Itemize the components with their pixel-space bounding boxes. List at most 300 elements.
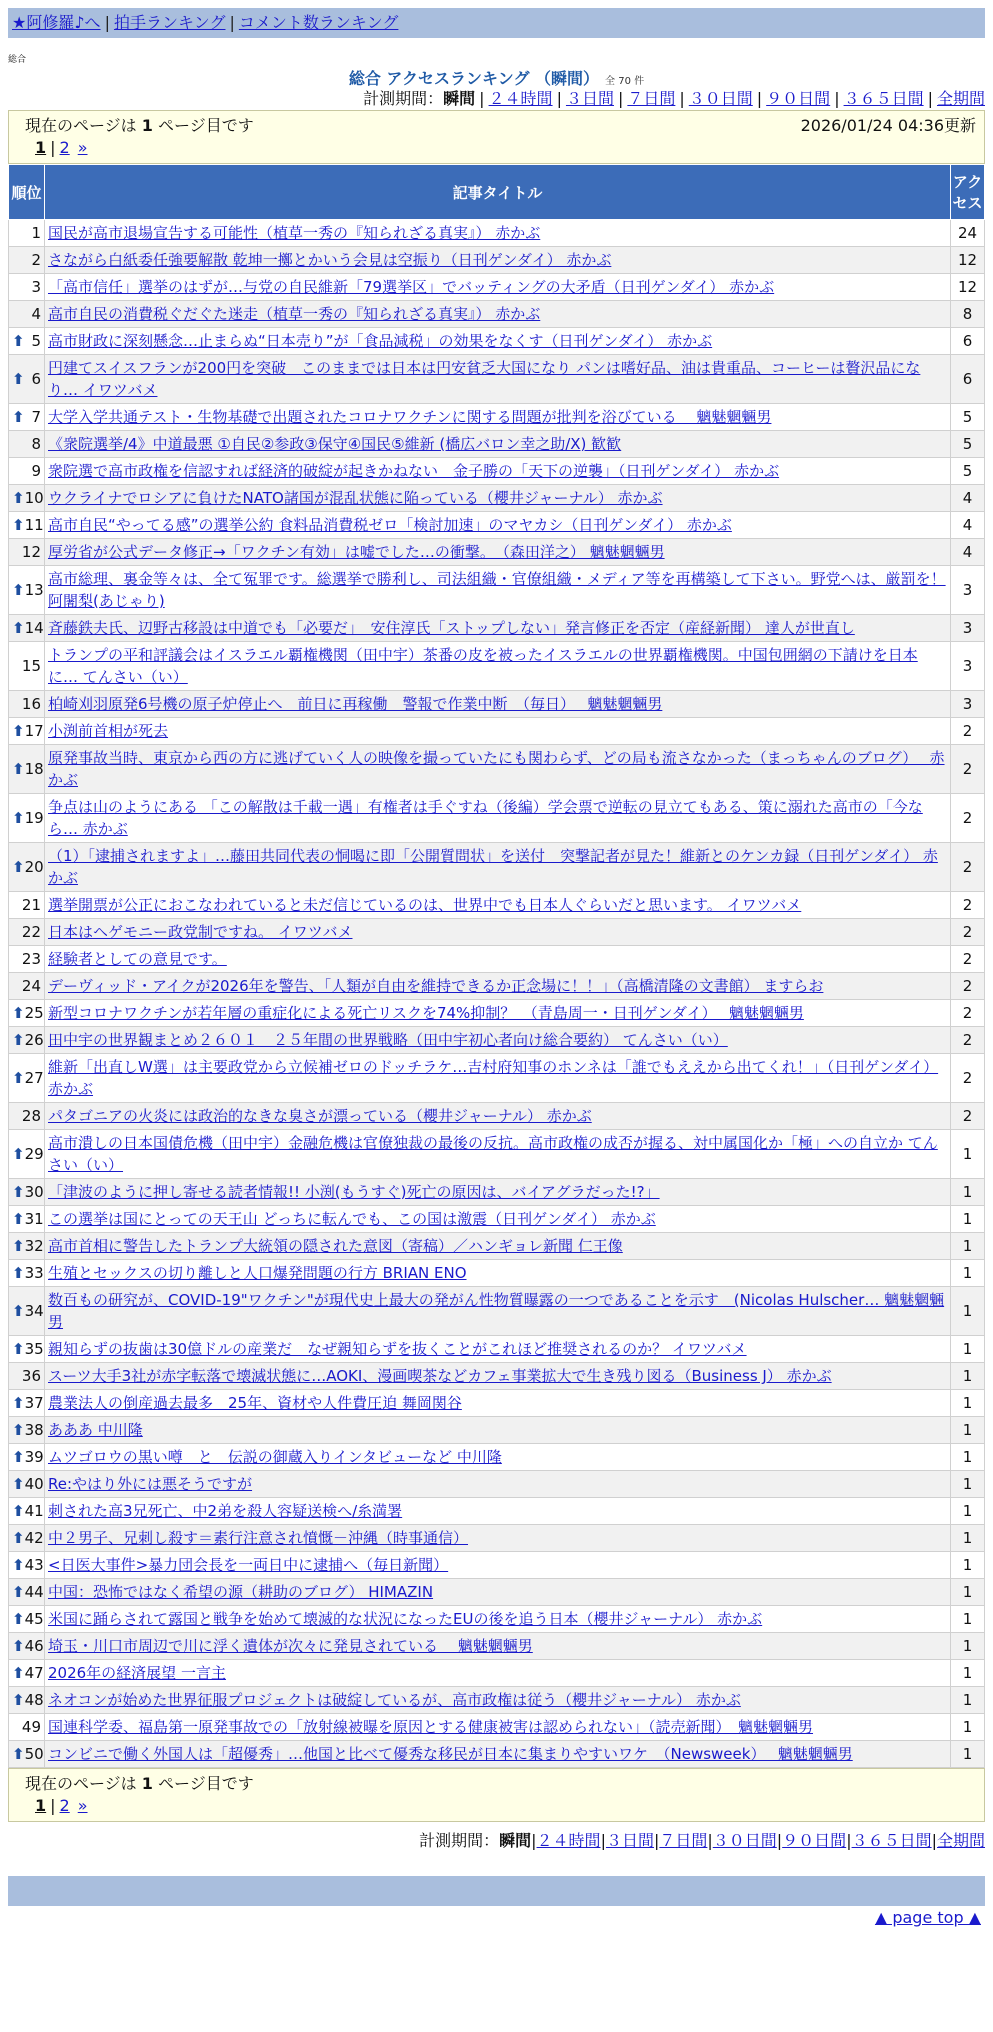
access-count: 3 [951,566,985,615]
table-row [9,1336,985,1363]
home-link[interactable]: ★阿修羅♪へ [12,13,101,32]
rank-number: 9 [31,462,41,480]
rank-up-arrow-icon: ⬆ [12,370,25,388]
title-cell [45,892,951,919]
article-link[interactable]: 高市総理、裏金等々は、全て冤罪です。総選挙で勝利し、司法組織・官僚組織・メディア等を再構築して下さい。野党へは、厳罰を！ 阿闍梨(あじゃり) [48,570,946,610]
title-cell [45,1444,951,1471]
rank-cell [9,919,45,946]
title-cell [45,1336,951,1363]
rank-number: 38 [24,1421,44,1439]
period-link-4[interactable]: ９０日間 [766,89,831,108]
article-link[interactable]: <日医大事件>暴力団会長を一両日中に逮捕へ（毎日新聞） [48,1556,449,1574]
page-1-current: 1 [35,138,47,157]
rank-up-arrow-icon: ⬆ [12,1745,25,1763]
access-count: 1 [951,1525,985,1552]
article-link[interactable]: 斉藤鉄夫氏、辺野古移設は中道でも「必要だ」 安住淳氏「ストップしない」発言修正を否定（産経新聞） 達人が世直し [48,619,855,637]
access-count: 12 [951,247,985,274]
rank-cell [9,458,45,485]
table-row [9,328,985,355]
access-count: 2 [951,718,985,745]
period-current: 瞬間 [443,89,476,108]
access-count: 3 [951,642,985,691]
rank-number: 24 [21,977,41,995]
title-cell [45,1660,951,1687]
article-link[interactable]: ネオコンが始めた世界征服プロジェクトは破綻しているが、高市政権は従う（櫻井ジャーナル） 赤かぶ [48,1691,741,1709]
table-row [9,1130,985,1179]
title-cell [45,355,951,404]
article-link[interactable]: 「津波のように押し寄せる読者情報!! 小渕(もうすぐ)死亡の原因は、バイアグラだった!?」 [48,1183,660,1201]
rank-cell [9,1687,45,1714]
page-info-box-top [8,110,985,164]
table-row [9,1000,985,1027]
access-count: 1 [951,1233,985,1260]
rank-cell [9,642,45,691]
table-row [9,745,985,794]
table-row [9,946,985,973]
title-cell [45,1130,951,1179]
table-row [9,539,985,566]
table-row [9,566,985,615]
table-row [9,1287,985,1336]
access-count: 2 [951,1054,985,1103]
article-link[interactable]: 維新「出直しW選」は主要政党から立候補ゼロのドッチラケ…吉村府知事のホンネは「誰でもええから出てくれ！」（日刊ゲンダイ） 赤かぶ [48,1058,939,1098]
category-label: 総合 [8,55,27,65]
next-page-link[interactable]: » [77,1796,88,1815]
rank-up-arrow-icon: ⬆ [12,1421,25,1439]
rank-number: 34 [24,1302,44,1320]
table-row [9,1525,985,1552]
article-link[interactable]: 厚労省が公式データ修正→「ワクチン有効」は嘘でした…の衝撃。 （森田洋之） 魑魅魍魎男 [48,543,665,561]
article-link[interactable]: 争点は山のようにある 「この解散は千載一遇」有権者は手ぐすね（後編）学会票で逆転の見立てもある、策に溺れた高市の「今なら… 赤かぶ [48,798,923,838]
period-link-2[interactable]: ７日間 [627,89,676,108]
period-link-5[interactable]: ３６５日間 [843,89,924,108]
title-cell [45,1525,951,1552]
table-row [9,1206,985,1233]
title-cell [45,1579,951,1606]
period-selector-top [0,88,985,110]
table-row [9,1579,985,1606]
period-separator: | [776,1831,783,1850]
table-row [9,274,985,301]
title-cell [45,220,951,247]
page-title-text: 総合 アクセスランキング （瞬間） [348,69,600,88]
pagination-bottom: 1 | 2 » [35,1796,88,1815]
article-link[interactable]: 日本はヘゲモニー政党制ですね。 イワツバメ [48,923,353,941]
title-cell [45,539,951,566]
rank-number: 37 [24,1394,44,1412]
table-row [9,1103,985,1130]
period-link-4[interactable]: ９０日間 [782,1831,847,1850]
rank-number: 16 [21,695,41,713]
page-info-box-bottom [8,1768,985,1822]
access-count: 12 [951,274,985,301]
title-cell [45,301,951,328]
article-link[interactable]: 米国に踊らされて露国と戦争を始めて壊滅的な状況になったEUの後を追う日本（櫻井ジャーナル） 赤かぶ [48,1610,763,1628]
article-link[interactable]: さながら白紙委任強要解散 乾坤一擲とかいう会見は空振り（日刊ゲンダイ） 赤かぶ [48,251,612,269]
rank-number: 48 [24,1691,44,1709]
article-link[interactable]: 大学入学共通テスト・生物基礎で出題されたコロナワクチンに関する問題が批判を浴びている 魑魅魍魎男 [48,408,772,426]
rank-number: 47 [24,1664,44,1682]
title-cell [45,1000,951,1027]
title-cell [45,1552,951,1579]
table-row [9,615,985,642]
rank-up-arrow-icon: ⬆ [12,1637,25,1655]
rank-up-arrow-icon: ⬆ [12,1340,25,1358]
rank-number: 32 [24,1237,44,1255]
period-link-6[interactable]: 全期間 [936,89,985,108]
article-link[interactable]: 2026年の経済展望 一言主 [48,1664,226,1682]
table-row [9,794,985,843]
rank-number: 2 [31,251,41,269]
title-cell [45,843,951,892]
rank-number: 7 [31,408,41,426]
access-count: 1 [951,1579,985,1606]
title-cell [45,1179,951,1206]
access-count: 5 [951,404,985,431]
access-count: 3 [951,691,985,718]
title-cell [45,512,951,539]
access-count: 2 [951,1027,985,1054]
article-link[interactable]: 新型コロナワクチンが若年層の重症化による死亡リスクを74%抑制？ （青島周一・日刊ゲンダイ） 魑魅魍魎男 [48,1004,804,1022]
article-link[interactable]: 数百もの研究が、COVID-19"ワクチン"が現代史上最大の発がん性物質曝露の一つであることを示す (Nicolas Hulscher… 魑魅魍魎男 [48,1291,945,1331]
period-link-2[interactable]: ７日間 [659,1831,708,1850]
rank-cell [9,615,45,642]
rank-number: 28 [21,1107,41,1125]
rank-up-arrow-icon: ⬆ [12,1583,25,1601]
rank-cell [9,1552,45,1579]
access-count: 1 [951,1471,985,1498]
rank-cell [9,1606,45,1633]
article-link[interactable]: 衆院選で高市政権を信認すれば経済的破綻が起きかねない 金子勝の「天下の逆襲」（日刊ゲンダイ） 赤かぶ [48,462,780,480]
period-separator: | [556,89,562,108]
rank-cell [9,892,45,919]
table-row [9,973,985,1000]
article-link[interactable]: 高市財政に深刻懸念…止まらぬ“日本売り”が「食品減税」の効果をなくす（日刊ゲンダイ） 赤かぶ [48,332,713,350]
article-link[interactable]: ムツゴロウの黒い噂 と 伝説の御蔵入りインタビューなど 中川隆 [48,1448,502,1466]
rank-cell [9,1336,45,1363]
title-cell [45,973,951,1000]
article-link[interactable]: 原発事故当時、東京から西の方に逃げていく人の映像を撮っていたにも関わらず、どの局も流さなかった（まっちゃんのブログ） 赤かぶ [48,749,945,789]
article-link[interactable]: 高市自民の消費税ぐだぐた迷走（植草一秀の『知られざる真実』） 赤かぶ [48,305,541,323]
rank-number: 13 [24,581,44,599]
article-link[interactable]: 中２男子、兄刺し殺す＝素行注意され憤慨－沖縄（時事通信） [48,1529,469,1547]
rank-cell [9,1179,45,1206]
access-count: 1 [951,1552,985,1579]
rank-cell [9,973,45,1000]
table-row [9,1633,985,1660]
nav-separator: | [229,13,235,32]
rank-cell [9,946,45,973]
access-count: 8 [951,301,985,328]
access-count: 3 [951,615,985,642]
rank-number: 25 [24,1004,44,1022]
access-count: 1 [951,1336,985,1363]
access-count: 1 [951,1498,985,1525]
table-row [9,485,985,512]
access-count: 1 [951,1606,985,1633]
article-link[interactable]: 刺された高3兄死亡、中2弟を殺人容疑送検へ/糸満署 [48,1502,403,1520]
rank-cell [9,1287,45,1336]
rank-cell [9,512,45,539]
rank-number: 20 [24,858,44,876]
access-count: 1 [951,1363,985,1390]
title-cell [45,1498,951,1525]
rank-cell [9,404,45,431]
table-row [9,843,985,892]
rank-up-arrow-icon: ⬆ [12,858,25,876]
rank-number: 18 [24,760,44,778]
period-link-5[interactable]: ３６５日間 [851,1831,932,1850]
table-row [9,1687,985,1714]
title-cell [45,1417,951,1444]
rank-number: 33 [24,1264,44,1282]
rank-cell [9,1054,45,1103]
article-link[interactable]: 中国：恐怖ではなく希望の源（耕助のブログ） HIMAZIN [48,1583,434,1601]
access-count: 1 [951,1130,985,1179]
rank-number: 30 [24,1183,44,1201]
rank-cell [9,1471,45,1498]
rank-cell [9,355,45,404]
rank-cell [9,1233,45,1260]
rank-number: 41 [24,1502,44,1520]
article-link[interactable]: スーツ大手3社が赤字転落で壊滅状態に…AOKI、漫画喫茶などカフェ事業拡大で生き残り図る（Business J） 赤かぶ [48,1367,832,1385]
article-link[interactable]: 農業法人の倒産過去最多 25年、資材や人件費圧迫 舞岡関谷 [48,1394,462,1412]
period-separator: | [600,1831,606,1850]
period-separator: | [846,1831,852,1850]
article-link[interactable]: 経験者としての意見です。 [48,950,227,968]
rank-number: 17 [24,722,44,740]
article-link[interactable]: （1）「逮捕されますよ」…藤田共同代表の恫喝に即「公開質問状」を送付 突撃記者が見た！維新とのケンカ録（日刊ゲンダイ） 赤かぶ [48,847,938,887]
rank-up-arrow-icon: ⬆ [12,1264,25,1282]
access-count: 2 [951,843,985,892]
table-row [9,1390,985,1417]
rank-cell [9,1103,45,1130]
rank-up-arrow-icon: ⬆ [12,1691,25,1709]
rank-up-arrow-icon: ⬆ [12,1610,25,1628]
access-count: 2 [951,892,985,919]
clap-ranking-link[interactable]: 拍手ランキング [113,13,226,32]
access-count: 2 [951,745,985,794]
table-row [9,1417,985,1444]
current-page-text-bottom: 現在のページは 1 ページ目です [25,1774,254,1793]
table-row [9,1498,985,1525]
title-cell [45,794,951,843]
rank-cell [9,1260,45,1287]
title-cell [45,1471,951,1498]
page-title [0,66,993,88]
title-cell [45,1103,951,1130]
page-2-link[interactable]: 2 [59,138,70,157]
article-link[interactable]: トランプの平和評議会はイスラエル覇権機関（田中宇）茶番の皮を被ったイスラエルの世界覇権機関。中国包囲網の下請けを日本に… てんさい（い） [48,646,918,686]
rank-number: 46 [24,1637,44,1655]
article-link[interactable]: 高市首相に警告したトランプ大統領の隠された意図（寄稿）／ハンギョレ新聞 仁王像 [48,1237,623,1255]
rank-number: 8 [31,435,41,453]
rank-cell [9,247,45,274]
access-count: 2 [951,1103,985,1130]
period-separator: | [617,89,624,108]
rank-up-arrow-icon: ⬆ [12,722,25,740]
table-row [9,892,985,919]
rank-cell [9,1130,45,1179]
rank-number: 27 [24,1069,44,1087]
ranking-table [8,164,985,1768]
article-link[interactable]: 田中宇の世界観まとめ２６０１ ２５年間の世界戦略（田中宇初心者向け総合要約） てんさい（い） [48,1031,728,1049]
access-count: 4 [951,512,985,539]
article-link[interactable]: 埼玉・川口市周辺で川に浮く遺体が次々に発見されている 魑魅魍魎男 [48,1637,533,1655]
rank-number: 40 [24,1475,44,1493]
period-link-1[interactable]: ３日間 [565,89,614,108]
access-count: 1 [951,1687,985,1714]
comment-ranking-link[interactable]: コメント数ランキング [238,13,399,32]
table-row [9,1714,985,1741]
rank-number: 45 [24,1610,44,1628]
title-cell [45,642,951,691]
period-current: 瞬間 [499,1831,532,1850]
article-link[interactable]: 親知らずの抜歯は30億ドルの産業だ なぜ親知らずを抜くことがこれほど推奨されるのか？ イワツバメ [48,1340,747,1358]
article-link[interactable]: 高市潰しの日本国債危機（田中宇）金融危機は官僚独裁の最後の反抗。高市政権の成否が握る、対中属国化か「極」への自立か てんさい（い） [48,1134,938,1174]
access-count: 5 [951,458,985,485]
access-count: 2 [951,1000,985,1027]
rank-cell [9,274,45,301]
article-link[interactable]: 生殖とセックスの切り離しと人口爆発問題の行方 BRIAN ENO [48,1264,467,1282]
article-link[interactable]: あああ 中川隆 [48,1421,143,1439]
rank-up-arrow-icon: ⬆ [12,1302,25,1320]
table-row [9,1363,985,1390]
period-separator: | [653,1831,660,1850]
access-count: 1 [951,1741,985,1768]
nav-separator: | [104,13,110,32]
rank-up-arrow-icon: ⬆ [12,1529,25,1547]
access-count: 1 [951,1390,985,1417]
article-link[interactable]: Re:やはり外には悪そうですが [48,1475,253,1493]
rank-number: 42 [24,1529,44,1547]
rank-cell [9,1206,45,1233]
rank-number: 6 [31,370,41,388]
rank-number: 1 [31,224,41,242]
period-link-0[interactable]: ２４時間 [536,1831,601,1850]
rank-up-arrow-icon: ⬆ [12,619,25,637]
article-link[interactable]: デーヴィッド・アイクが2026年を警告、「人類が自由を維持できるか正念場に！！」（高橋清隆の文書館） ますらお [48,977,824,995]
rank-up-arrow-icon: ⬆ [12,760,25,778]
rank-number: 14 [24,619,44,637]
rank-number: 10 [24,489,44,507]
period-separator: | [531,1831,537,1850]
title-cell [45,1363,951,1390]
title-cell [45,1390,951,1417]
article-link[interactable]: パタゴニアの火炎には政治的なきな臭さが漂っている（櫻井ジャーナル） 赤かぶ [48,1107,592,1125]
rank-up-arrow-icon: ⬆ [12,1210,25,1228]
title-cell [45,274,951,301]
table-row [9,718,985,745]
rank-number: 49 [21,1718,41,1736]
rank-cell [9,301,45,328]
title-cell [45,1687,951,1714]
table-row [9,1027,985,1054]
rank-cell [9,1390,45,1417]
table-row [9,220,985,247]
footer-bar [8,1876,985,1906]
rank-cell [9,843,45,892]
table-row [9,1444,985,1471]
table-row [9,355,985,404]
title-cell [45,1206,951,1233]
table-row [9,1606,985,1633]
article-link[interactable]: 国民が高市退場宣告する可能性（植草一秀の『知られざる真実』） 赤かぶ [48,224,541,242]
rank-number: 36 [21,1367,41,1385]
current-page-text: 現在のページは 1 ページ目です [25,116,254,135]
table-row [9,1741,985,1768]
rank-number: 4 [31,305,41,323]
title-cell [45,404,951,431]
title-cell [45,485,951,512]
access-count: 1 [951,1444,985,1471]
next-page-link[interactable]: » [77,138,88,157]
article-link[interactable]: 「高市信任」選挙のはずが…与党の自民維新「79選挙区」でバッティングの大矛盾（日刊ゲンダイ） 赤かぶ [48,278,775,296]
rank-number: 5 [31,332,41,350]
title-cell [45,1260,951,1287]
rank-up-arrow-icon: ⬆ [12,1502,25,1520]
article-link[interactable]: 高市自民“やってる感”の選挙公約 食料品消費税ゼロ「検討加速」のマヤカシ（日刊ゲンダイ） 赤かぶ [48,516,732,534]
article-link[interactable]: コンビニで働く外国人は「超優秀」…他国と比べて優秀な移民が日本に集まりやすいワケ （Newsweek） 魑魅魍魎男 [48,1745,853,1763]
table-row [9,301,985,328]
rank-cell [9,566,45,615]
rank-number: 22 [21,923,41,941]
rank-number: 31 [24,1210,44,1228]
period-label: 計測期間： [419,1831,500,1850]
page-2-link[interactable]: 2 [59,1796,70,1815]
article-link[interactable]: 選挙開票が公正におこなわれていると未だ信じているのは、世界中でも日本人ぐらいだと思います。 イワツバメ [48,896,802,914]
period-link-1[interactable]: ３日間 [605,1831,654,1850]
rank-up-arrow-icon: ⬆ [12,489,25,507]
article-link[interactable]: ウクライナでロシアに負けたNATO諸国が混乱状態に陥っている（櫻井ジャーナル） 赤かぶ [48,489,663,507]
period-link-3[interactable]: ３０日間 [688,89,753,108]
period-link-0[interactable]: ２４時間 [488,89,553,108]
article-link[interactable]: 円建てスイスフランが200円を突破 このままでは日本は円安貧乏大国になり パンは嗜好品、油は貴重品、コーヒーは贅沢品になり… イワツバメ [48,359,921,399]
table-row [9,1233,985,1260]
title-cell [45,1633,951,1660]
page-top-link[interactable]: ▲ page top ▲ [874,1908,981,1927]
article-link[interactable]: この選挙は国にとっての天王山 どっちに転んでも、この国は激震（日刊ゲンダイ） 赤かぶ [48,1210,656,1228]
updated-timestamp: 2026/01/24 04:36更新 [800,116,976,135]
table-row [9,919,985,946]
period-separator: | [479,89,485,108]
col-header-rank: 順位 [9,165,45,220]
rank-cell [9,328,45,355]
access-count: 1 [951,1417,985,1444]
article-link[interactable]: 国連科学委、福島第一原発事故での「放射線被曝を原因とする健康被害は認められない」（読売新聞） 魑魅魍魎男 [48,1718,814,1736]
title-cell [45,1054,951,1103]
table-row [9,247,985,274]
access-count: 4 [951,539,985,566]
article-link[interactable]: 《衆院選挙/4》中道最悪 ①自民②参政③保守④国民⑤維新 (橋広バロン幸之助/X) 歓歓 [48,435,622,453]
title-cell [45,1606,951,1633]
article-link[interactable]: 柏崎刈羽原発6号機の原子炉停止へ 前日に再稼働 警報で作業中断 （毎日） 魑魅魍魎男 [48,695,663,713]
period-link-6[interactable]: 全期間 [936,1831,985,1850]
title-cell [45,458,951,485]
article-link[interactable]: 小渕前首相が死去 [48,722,169,740]
rank-cell [9,1417,45,1444]
col-header-access: アクセス [951,165,985,220]
access-count: 1 [951,1206,985,1233]
title-cell [45,247,951,274]
rank-cell [9,1579,45,1606]
rank-cell [9,745,45,794]
rank-up-arrow-icon: ⬆ [12,332,25,350]
title-cell [45,615,951,642]
period-label: 計測期間： [363,89,444,108]
table-row [9,1260,985,1287]
period-link-3[interactable]: ３０日間 [712,1831,777,1850]
